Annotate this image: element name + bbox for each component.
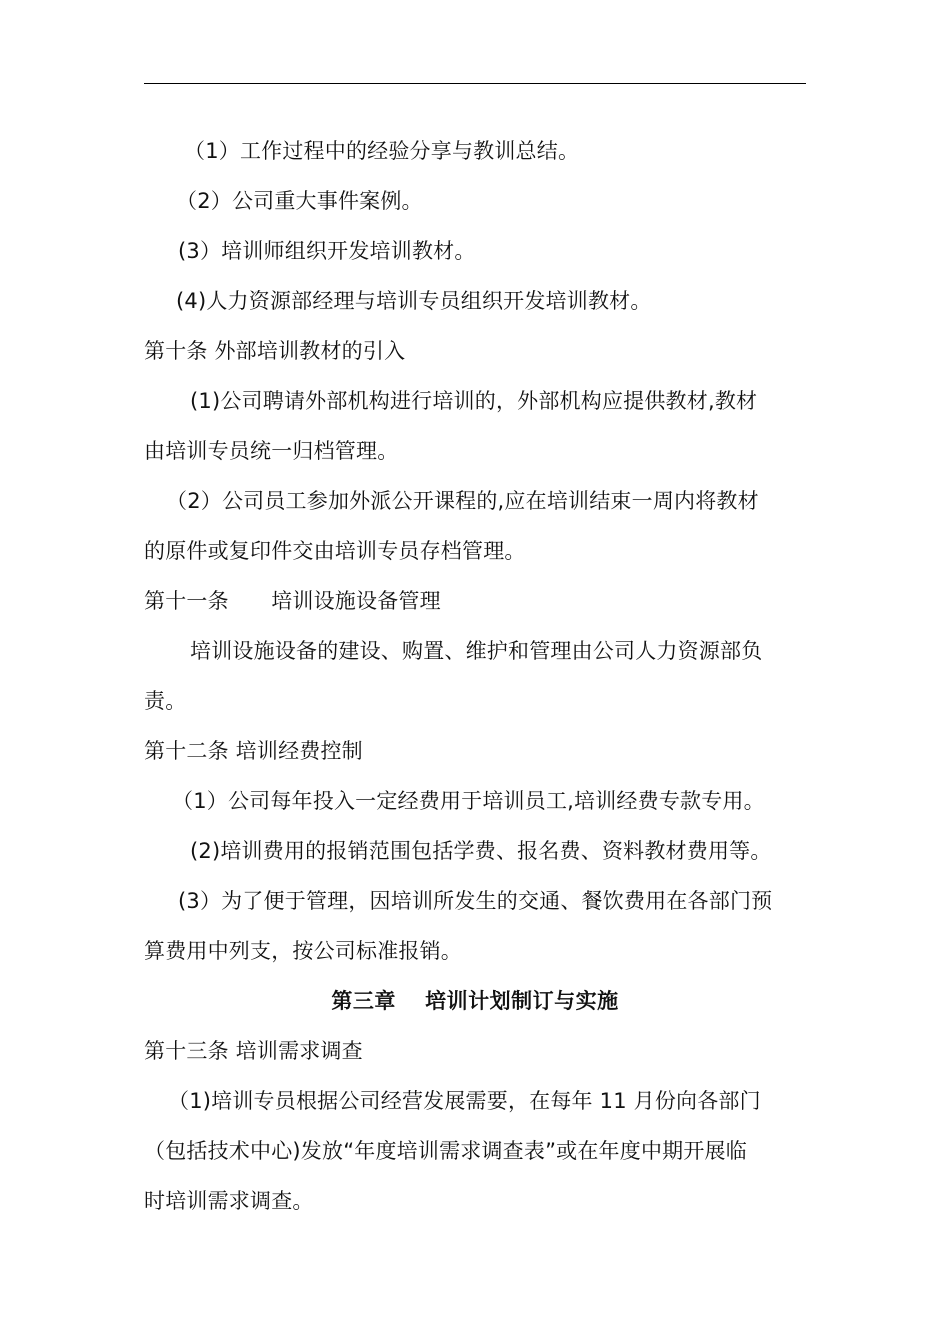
header-rule (144, 83, 806, 84)
list-item (144, 1076, 806, 1126)
chapter-heading (144, 976, 806, 1026)
list-item (144, 476, 806, 526)
article-heading (144, 576, 806, 626)
list-item (144, 376, 806, 426)
line-text: 算费用中列支，按公司标准报销。 (144, 939, 462, 963)
list-item (144, 826, 806, 876)
continuation-line (144, 676, 806, 726)
article-heading (144, 326, 806, 376)
line-text: 由培训专员统一归档管理。 (144, 439, 399, 463)
line-text: 第十二条 培训经费控制 (144, 739, 363, 763)
line-text: 培训设施设备的建设、购置、维护和管理由公司人力资源部负 (190, 639, 763, 663)
line-text: 时培训需求调查。 (144, 1189, 314, 1213)
line-text: （1)培训专员根据公司经营发展需要，在每年 11 月份向各部门 (168, 1089, 761, 1113)
line-text: 第三章 培训计划制订与实施 (331, 989, 619, 1013)
line-text: 第十三条 培训需求调查 (144, 1039, 363, 1063)
line-text: (4)人力资源部经理与培训专员组织开发培训教材。 (176, 289, 652, 313)
line-text: (2)培训费用的报销范围包括学费、报名费、资料教材费用等。 (190, 839, 772, 863)
article-heading (144, 726, 806, 776)
list-item (144, 176, 806, 226)
list-item (144, 276, 806, 326)
line-text: 第十一条 培训设施设备管理 (144, 589, 441, 613)
continuation-line (144, 1176, 806, 1226)
continuation-line (144, 526, 806, 576)
line-text: 第十条 外部培训教材的引入 (144, 339, 406, 363)
line-text: (3）培训师组织开发培训教材。 (178, 239, 476, 263)
line-text: (3）为了便于管理，因培训所发生的交通、餐饮费用在各部门预 (178, 889, 773, 913)
line-text: （1）公司每年投入一定经费用于培训员工,培训经费专款专用。 (172, 789, 765, 813)
continuation-line (144, 1126, 806, 1176)
line-text: 责。 (144, 689, 187, 713)
line-text: 的原件或复印件交由培训专员存档管理。 (144, 539, 526, 563)
continuation-line (144, 426, 806, 476)
continuation-line (144, 926, 806, 976)
list-item (144, 626, 806, 676)
list-item (144, 876, 806, 926)
line-text: （1）工作过程中的经验分享与教训总结。 (184, 139, 580, 163)
list-item (144, 776, 806, 826)
list-item (144, 226, 806, 276)
document-body (144, 126, 806, 1226)
line-text: （2）公司重大事件案例。 (176, 189, 423, 213)
line-text: (1)公司聘请外部机构进行培训的，外部机构应提供教材,教材 (190, 389, 758, 413)
article-heading (144, 1026, 806, 1076)
list-item (144, 126, 806, 176)
line-text: （2）公司员工参加外派公开课程的,应在培训结束一周内将教材 (166, 489, 759, 513)
line-text: （包括技术中心)发放“年度培训需求调查表”或在年度中期开展临 (144, 1139, 747, 1163)
